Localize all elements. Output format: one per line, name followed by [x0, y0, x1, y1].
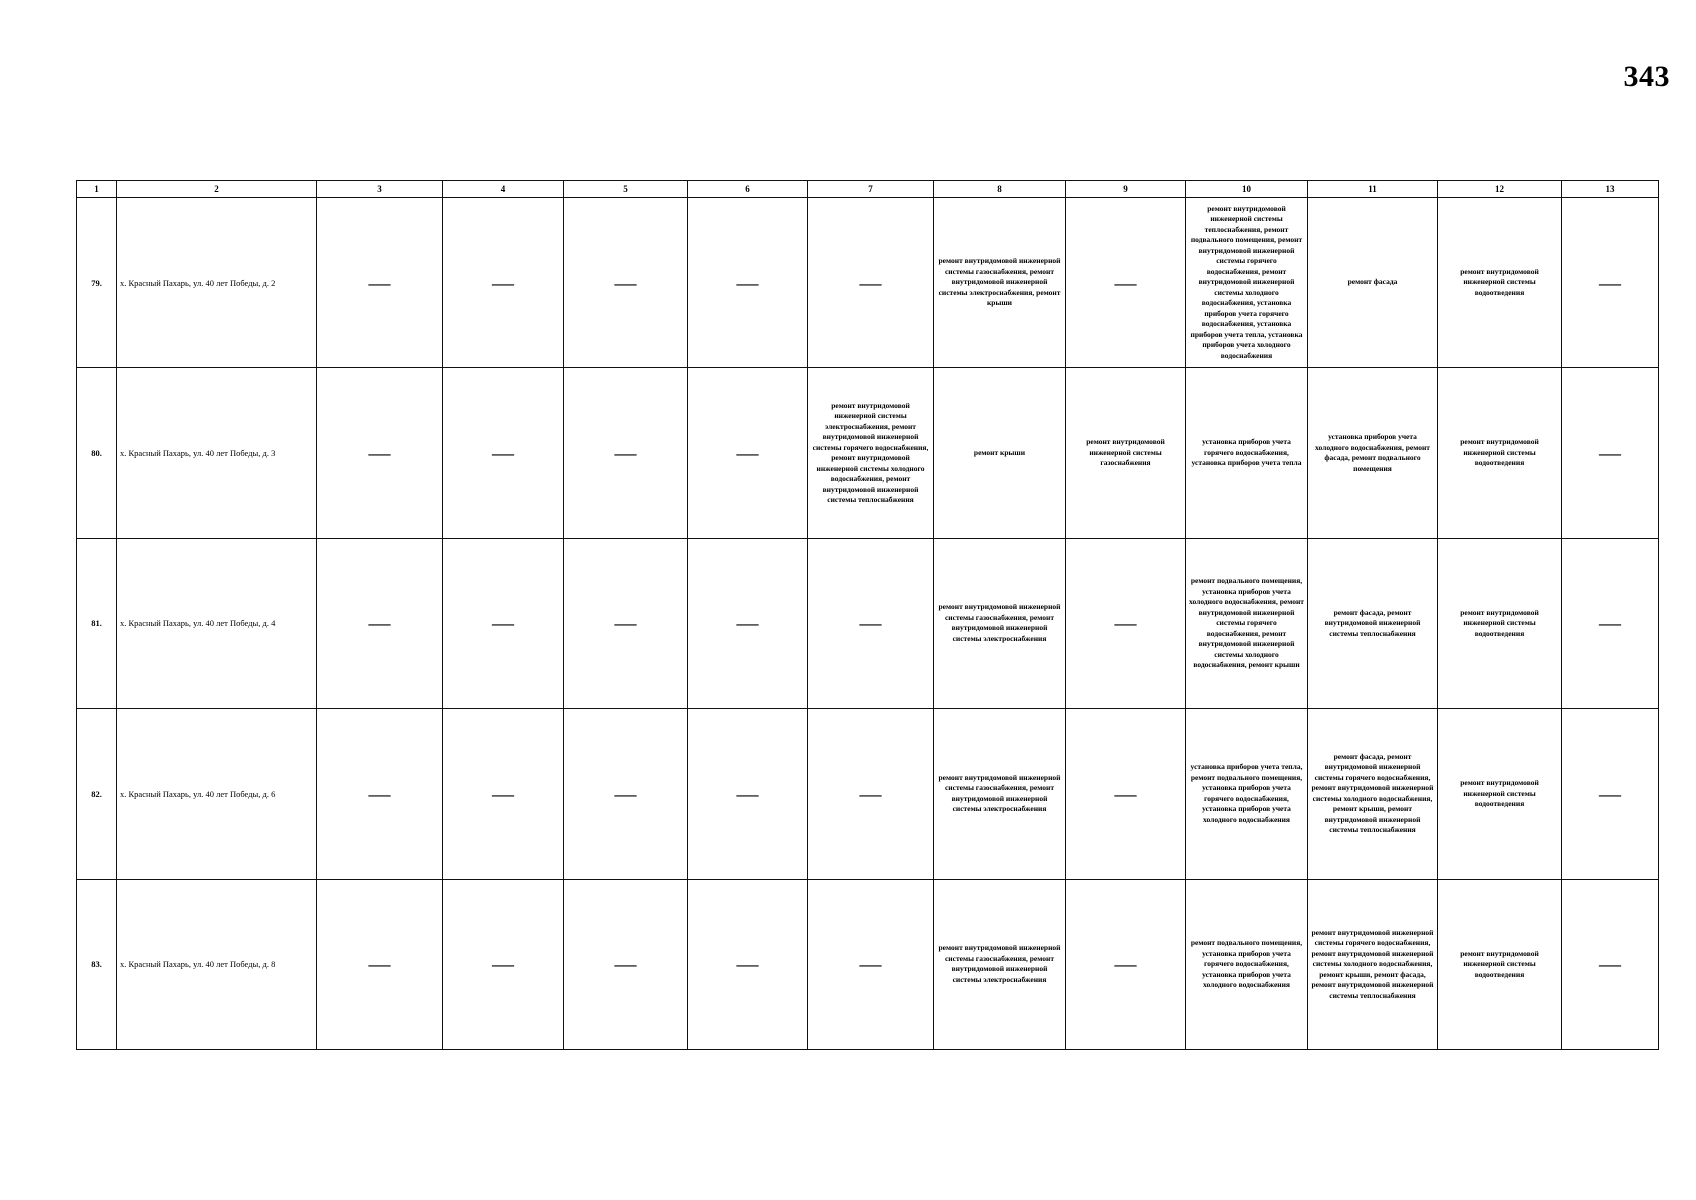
table-row [77, 709, 1659, 879]
table-row [77, 198, 1659, 368]
table-cell: — [1562, 879, 1659, 1049]
row-number: 83. [77, 879, 117, 1049]
table-cell: ремонт внутридомовой инженерной системы водоотведения [1438, 709, 1562, 879]
table-cell: — [443, 538, 564, 708]
table-cell: ремонт внутридомовой инженерной системы водоотведения [1438, 368, 1562, 538]
table-cell: — [443, 198, 564, 368]
table-cell: — [1066, 538, 1186, 708]
table-cell: ремонт внутридомовой инженерной системы газоснабжения, ремонт внутридомовой инженерной системы электроснабжения, ремонт крыши [934, 198, 1066, 368]
table-cell: — [1562, 709, 1659, 879]
table-cell: ремонт внутридомовой инженерной системы газоснабжения, ремонт внутридомовой инженерной системы электроснабжения [934, 538, 1066, 708]
address-cell: х. Красный Пахарь, ул. 40 лет Победы, д. 6 [117, 709, 317, 879]
column-header: 9 [1066, 181, 1186, 198]
table-row [77, 879, 1659, 1049]
table-cell: ремонт внутридомовой инженерной системы газоснабжения, ремонт внутридомовой инженерной системы электроснабжения [934, 709, 1066, 879]
table-cell: — [808, 538, 934, 708]
table-cell: ремонт подвального помещения, установка приборов учета холодного водоснабжения, ремонт внутридомовой инженерной системы горячего водоснабжения, ремонт внутридомовой инженерной системы холодного водоснабжения, ремонт крыши [1186, 538, 1308, 708]
address-cell: х. Красный Пахарь, ул. 40 лет Победы, д. 8 [117, 879, 317, 1049]
table-cell: — [1066, 709, 1186, 879]
table-cell: — [1562, 368, 1659, 538]
column-header: 4 [443, 181, 564, 198]
row-number: 82. [77, 709, 117, 879]
table-cell: — [564, 538, 688, 708]
column-header: 7 [808, 181, 934, 198]
table-cell: — [1066, 879, 1186, 1049]
table-cell: — [564, 368, 688, 538]
table-cell: — [688, 538, 808, 708]
table-cell: — [688, 709, 808, 879]
table-cell: — [317, 879, 443, 1049]
table-cell: установка приборов учета холодного водоснабжения, ремонт фасада, ремонт подвального помещения [1308, 368, 1438, 538]
table-cell: — [443, 709, 564, 879]
table-cell: — [317, 538, 443, 708]
table-cell: ремонт фасада [1308, 198, 1438, 368]
column-header: 11 [1308, 181, 1438, 198]
table-cell: ремонт внутридомовой инженерной системы газоснабжения [1066, 368, 1186, 538]
table-cell: — [443, 879, 564, 1049]
address-cell: х. Красный Пахарь, ул. 40 лет Победы, д. 4 [117, 538, 317, 708]
table-cell: ремонт фасада, ремонт внутридомовой инженерной системы горячего водоснабжения, ремонт внутридомовой инженерной системы холодного водоснабжения, ремонт крыши, ремонт внутридомовой инженерной системы теплоснабжения [1308, 709, 1438, 879]
table-cell: — [443, 368, 564, 538]
table-cell: ремонт внутридомовой инженерной системы водоотведения [1438, 538, 1562, 708]
table-cell: ремонт внутридомовой инженерной системы электроснабжения, ремонт внутридомовой инженерной системы горячего водоснабжения, ремонт внутридомовой инженерной системы холодного водоснабжения, ремонт внутридомовой инженерной системы теплоснабжения [808, 368, 934, 538]
table-cell: установка приборов учета тепла, ремонт подвального помещения, установка приборов учета горячего водоснабжения, установка приборов учета холодного водоснабжения [1186, 709, 1308, 879]
column-header: 6 [688, 181, 808, 198]
table-row [77, 538, 1659, 708]
repair-schedule-table [76, 180, 1659, 1050]
table-cell: — [808, 198, 934, 368]
table-cell: — [808, 879, 934, 1049]
table-cell: — [808, 709, 934, 879]
page-number: 343 [1623, 60, 1670, 93]
column-header: 8 [934, 181, 1066, 198]
row-number: 81. [77, 538, 117, 708]
address-cell: х. Красный Пахарь, ул. 40 лет Победы, д. 2 [117, 198, 317, 368]
column-header: 1 [77, 181, 117, 198]
table-cell: — [564, 879, 688, 1049]
row-number: 79. [77, 198, 117, 368]
column-header: 12 [1438, 181, 1562, 198]
table-cell: — [317, 709, 443, 879]
table-cell: — [317, 198, 443, 368]
table-cell: ремонт крыши [934, 368, 1066, 538]
table-cell: ремонт внутридомовой инженерной системы теплоснабжения, ремонт подвального помещения, ремонт внутридомовой инженерной системы горячего водоснабжения, ремонт внутридомовой инженерной системы холодного водоснабжения, установка приборов учета горячего водоснабжения, установка приборов учета тепла, установка приборов учета холодного водоснабжения [1186, 198, 1308, 368]
table-cell: — [564, 709, 688, 879]
table-cell: ремонт подвального помещения, установка приборов учета горячего водоснабжения, установка приборов учета холодного водоснабжения [1186, 879, 1308, 1049]
column-header: 2 [117, 181, 317, 198]
address-cell: х. Красный Пахарь, ул. 40 лет Победы, д. 3 [117, 368, 317, 538]
table-cell: — [688, 198, 808, 368]
table-row [77, 368, 1659, 538]
table-cell: — [1562, 198, 1659, 368]
column-header: 3 [317, 181, 443, 198]
column-header: 13 [1562, 181, 1659, 198]
column-header: 5 [564, 181, 688, 198]
table-cell: — [317, 368, 443, 538]
column-number-header-row [77, 181, 1659, 198]
table-cell: — [1066, 198, 1186, 368]
table-cell: — [1562, 538, 1659, 708]
table-cell: ремонт внутридомовой инженерной системы газоснабжения, ремонт внутридомовой инженерной системы электроснабжения [934, 879, 1066, 1049]
table-cell: ремонт внутридомовой инженерной системы водоотведения [1438, 879, 1562, 1049]
table-cell: ремонт внутридомовой инженерной системы водоотведения [1438, 198, 1562, 368]
row-number: 80. [77, 368, 117, 538]
table-cell: — [564, 198, 688, 368]
table-cell: — [688, 368, 808, 538]
table-cell: установка приборов учета горячего водоснабжения, установка приборов учета тепла [1186, 368, 1308, 538]
table-cell: ремонт фасада, ремонт внутридомовой инженерной системы теплоснабжения [1308, 538, 1438, 708]
column-header: 10 [1186, 181, 1308, 198]
table-cell: — [688, 879, 808, 1049]
table-cell: ремонт внутридомовой инженерной системы горячего водоснабжения, ремонт внутридомовой инженерной системы холодного водоснабжения, ремонт крыши, ремонт фасада, ремонт внутридомовой инженерной системы теплоснабжения [1308, 879, 1438, 1049]
